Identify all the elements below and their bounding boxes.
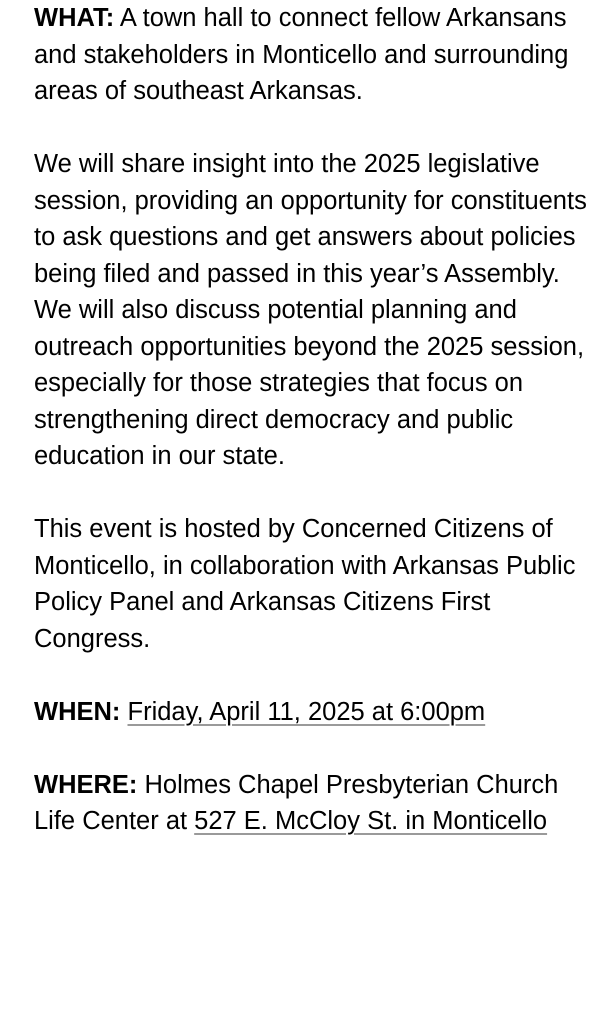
where-paragraph: [34, 767, 594, 840]
event-date-link[interactable]: Friday, April 11, 2025 at 6:00pm: [127, 697, 486, 726]
address-link[interactable]: 527 E. McCloy St. in Monticello: [194, 807, 548, 835]
insight-paragraph: We will share insight into the 2025 legislative session, providing an opportunity for constituents to ask questions and get answers about policies being filed and passed in this year’s Assembly. We will also discuss potential planning and outreach opportunities beyond the 2025 session, especially for those strategies that focus on strengthening direct democracy and public education in our state.: [34, 150, 587, 470]
paragraph-spacer: [34, 110, 594, 147]
when-paragraph: [34, 694, 594, 731]
event-details: [34, 0, 594, 840]
paragraph-spacer: [34, 475, 594, 512]
paragraph-spacer: [34, 730, 594, 767]
where-label: WHERE:: [34, 770, 138, 799]
what-label: WHAT:: [34, 4, 115, 32]
what-text: A town hall to connect fellow Arkansans and stakeholders in Monticello and surrounding areas of southeast Arkansas.: [34, 4, 569, 105]
when-label: WHEN:: [34, 697, 121, 726]
when-space: [120, 698, 127, 726]
where-text: Holmes Chapel Presbyterian Church Life Center at: [34, 770, 559, 835]
paragraph-spacer: [34, 657, 594, 694]
hosted-by-paragraph: This event is hosted by Concerned Citizens of Monticello, in collaboration with Arkansas Public Policy Panel and Arkansas Citizens First Congress.: [34, 515, 576, 653]
what-paragraph: [34, 0, 594, 110]
